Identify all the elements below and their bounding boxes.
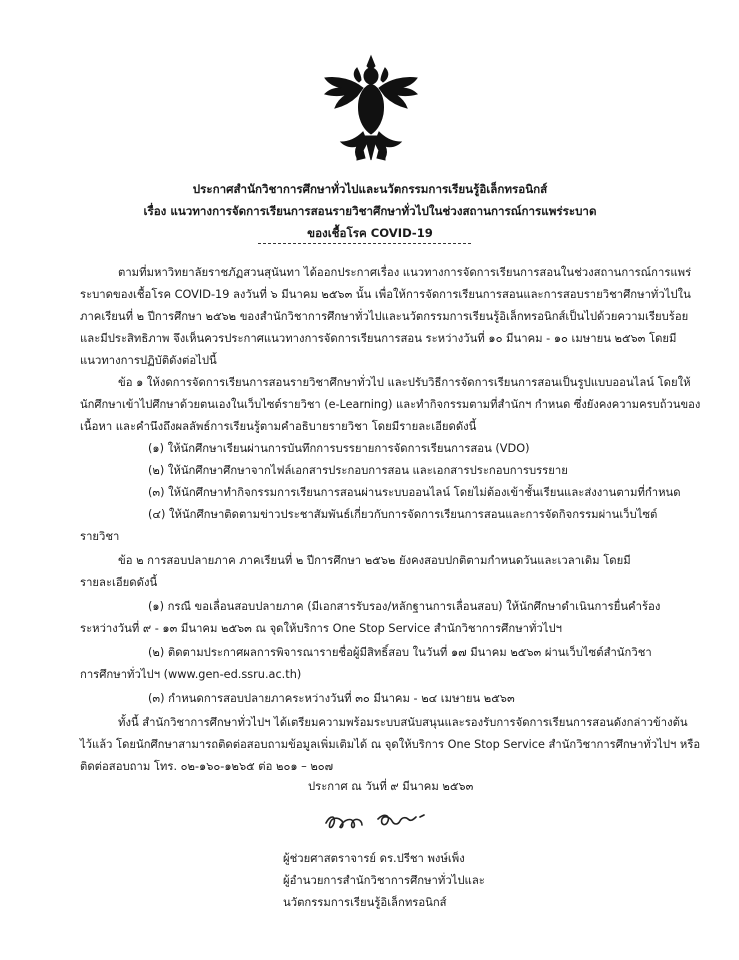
clause2-item: (๓) กำหนดการสอบปลายภาคระหว่างวันที่ ๓๐ มีนาคม - ๒๔ เมษายน ๒๕๖๓: [148, 692, 515, 705]
closing-line: ทั้งนี้ สำนักวิชาการศึกษาทั่วไปฯ ได้เตรียมความพร้อมระบบสนับสนุนและรองรับการจัดการเรียนการสอนดังกล่าวข้างต้น: [118, 716, 688, 729]
clause1-item: (๔) ให้นักศึกษาติดตามข่าวประชาสัมพันธ์เกี่ยวกับการจัดการเรียนการสอนและการจัดกิจกรรมผ่านเว็บไซต์: [148, 508, 658, 521]
title-line-issuer: ประกาศสำนักวิชาการศึกษาทั่วไปและนวัตกรรมการเรียนรู้อิเล็กทรอนิกส์: [192, 182, 548, 196]
clause1-line: ข้อ ๑ ให้งดการจัดการเรียนการสอนรายวิชาศึกษาทั่วไป และปรับวิธีการจัดการเรียนการสอนเป็นรูปแบบออนไลน์ โดยให้: [118, 376, 691, 389]
intro-line: ระบาดของเชื้อโรค COVID-19 ลงวันที่ ๖ มีนาคม ๒๕๖๓ นั้น เพื่อให้การจัดการเรียนการสอนและการสอบรายวิชาศึกษาทั่วไปใน: [80, 288, 691, 301]
clause2-line: รายละเอียดดังนี้: [80, 576, 158, 589]
clause1-line: นักศึกษาเข้าไปศึกษาด้วยตนเองในเว็บไซต์รายวิชา (e-Learning) และทำกิจกรรมตามที่สำนักฯ กำหนด ซึ่งยังคงความครบถ้วนของ: [80, 398, 701, 411]
clause2-line: ข้อ ๒ การสอบปลายภาค ภาคเรียนที่ ๒ ปีการศึกษา ๒๕๖๒ ยังคงสอบปกติตามกำหนดวันและเวลาเดิม โดยมี: [118, 554, 631, 567]
signatory-name: ผู้ช่วยศาสตราจารย์ ดร.ปรีชา พงษ์เพ็ง: [283, 852, 465, 865]
signatory-position: ผู้อำนวยการสำนักวิชาการศึกษาทั่วไปและ: [283, 874, 485, 887]
garuda-emblem-icon: [317, 52, 425, 166]
clause1-item: (๒) ให้นักศึกษาศึกษาจากไฟล์เอกสารประกอบการสอน และเอกสารประกอบการบรรยาย: [148, 464, 568, 477]
intro-line: ภาคเรียนที่ ๒ ปีการศึกษา ๒๕๖๒ ของสำนักวิชาการศึกษาทั่วไปและนวัตกรรมการเรียนรู้อิเล็กทรอนิกส์เป็นไปด้วยความเรียบร้อย: [80, 310, 689, 323]
clause2-item: (๑) กรณี ขอเลื่อนสอบปลายภาค (มีเอกสารรับรอง/หลักฐานการเลื่อนสอบ) ให้นักศึกษาดำเนินการยื่นคำร้อง: [148, 600, 661, 613]
announcement-date: ประกาศ ณ วันที่ ๙ มีนาคม ๒๕๖๓: [308, 780, 474, 793]
intro-line: และมีประสิทธิภาพ จึงเห็นควรประกาศแนวทางการจัดการเรียนการสอน ระหว่างวันที่ ๑๐ มีนาคม - ๑๐ เมษายน ๒๕๖๓ โดยมี: [80, 332, 677, 345]
clause2-item-cont: ระหว่างวันที่ ๙ - ๑๓ มีนาคม ๒๕๖๓ ณ จุดให้บริการ One Stop Service สำนักวิชาการศึกษาทั่วไปฯ: [80, 622, 562, 635]
closing-line: ติดต่อสอบถาม โทร. ๐๒-๑๖๐-๑๒๖๕ ต่อ ๒๐๑ – ๒๐๗: [80, 760, 334, 773]
clause1-item: (๓) ให้นักศึกษาทำกิจกรรมการเรียนการสอนผ่านระบบออนไลน์ โดยไม่ต้องเข้าชั้นเรียนและส่งงานตามที่กำหนด: [148, 486, 681, 499]
clause1-item-cont: รายวิชา: [80, 530, 120, 543]
clause2-item: (๒) ติดตามประกาศผลการพิจารณารายชื่อผู้มีสิทธิ์สอบ ในวันที่ ๑๗ มีนาคม ๒๕๖๓ ผ่านเว็บไซต์สำนักวิชา: [148, 646, 652, 659]
clause1-line: เนื้อหา และคำนึงถึงผลลัพธ์การเรียนรู้ตามคำอธิบายรายวิชา โดยมีรายละเอียดดังนี้: [80, 420, 477, 433]
title-divider: [258, 243, 471, 244]
clause2-item-cont: การศึกษาทั่วไปฯ (www.gen-ed.ssru.ac.th): [80, 668, 302, 681]
intro-line: แนวทางการปฏิบัติดังต่อไปนี้: [80, 354, 217, 367]
handwritten-signature: [320, 805, 440, 835]
clause1-item: (๑) ให้นักศึกษาเรียนผ่านการบันทึกการบรรยายการจัดการเรียนการสอน (VDO): [148, 442, 530, 455]
signatory-position-cont: นวัตกรรมการเรียนรู้อิเล็กทรอนิกส์: [283, 896, 447, 909]
title-line-subject-cont: ของเชื้อโรค COVID-19: [307, 226, 433, 240]
closing-line: ไว้แล้ว โดยนักศึกษาสามารถติดต่อสอบถามข้อมูลเพิ่มเติมได้ ณ จุดให้บริการ One Stop Service สำนักวิชาการศึกษาทั่วไปฯ หรือ: [80, 738, 701, 751]
title-line-subject: เรื่อง แนวทางการจัดการเรียนการสอนรายวิชาศึกษาทั่วไปในช่วงสถานการณ์การแพร่ระบาด: [143, 204, 597, 218]
announcement-title: [80, 178, 660, 244]
intro-line: ตามที่มหาวิทยาลัยราชภัฏสวนสุนันทา ได้ออกประกาศเรื่อง แนวทางการจัดการเรียนการสอนในช่วงสถานการณ์การแพร่: [118, 266, 692, 279]
